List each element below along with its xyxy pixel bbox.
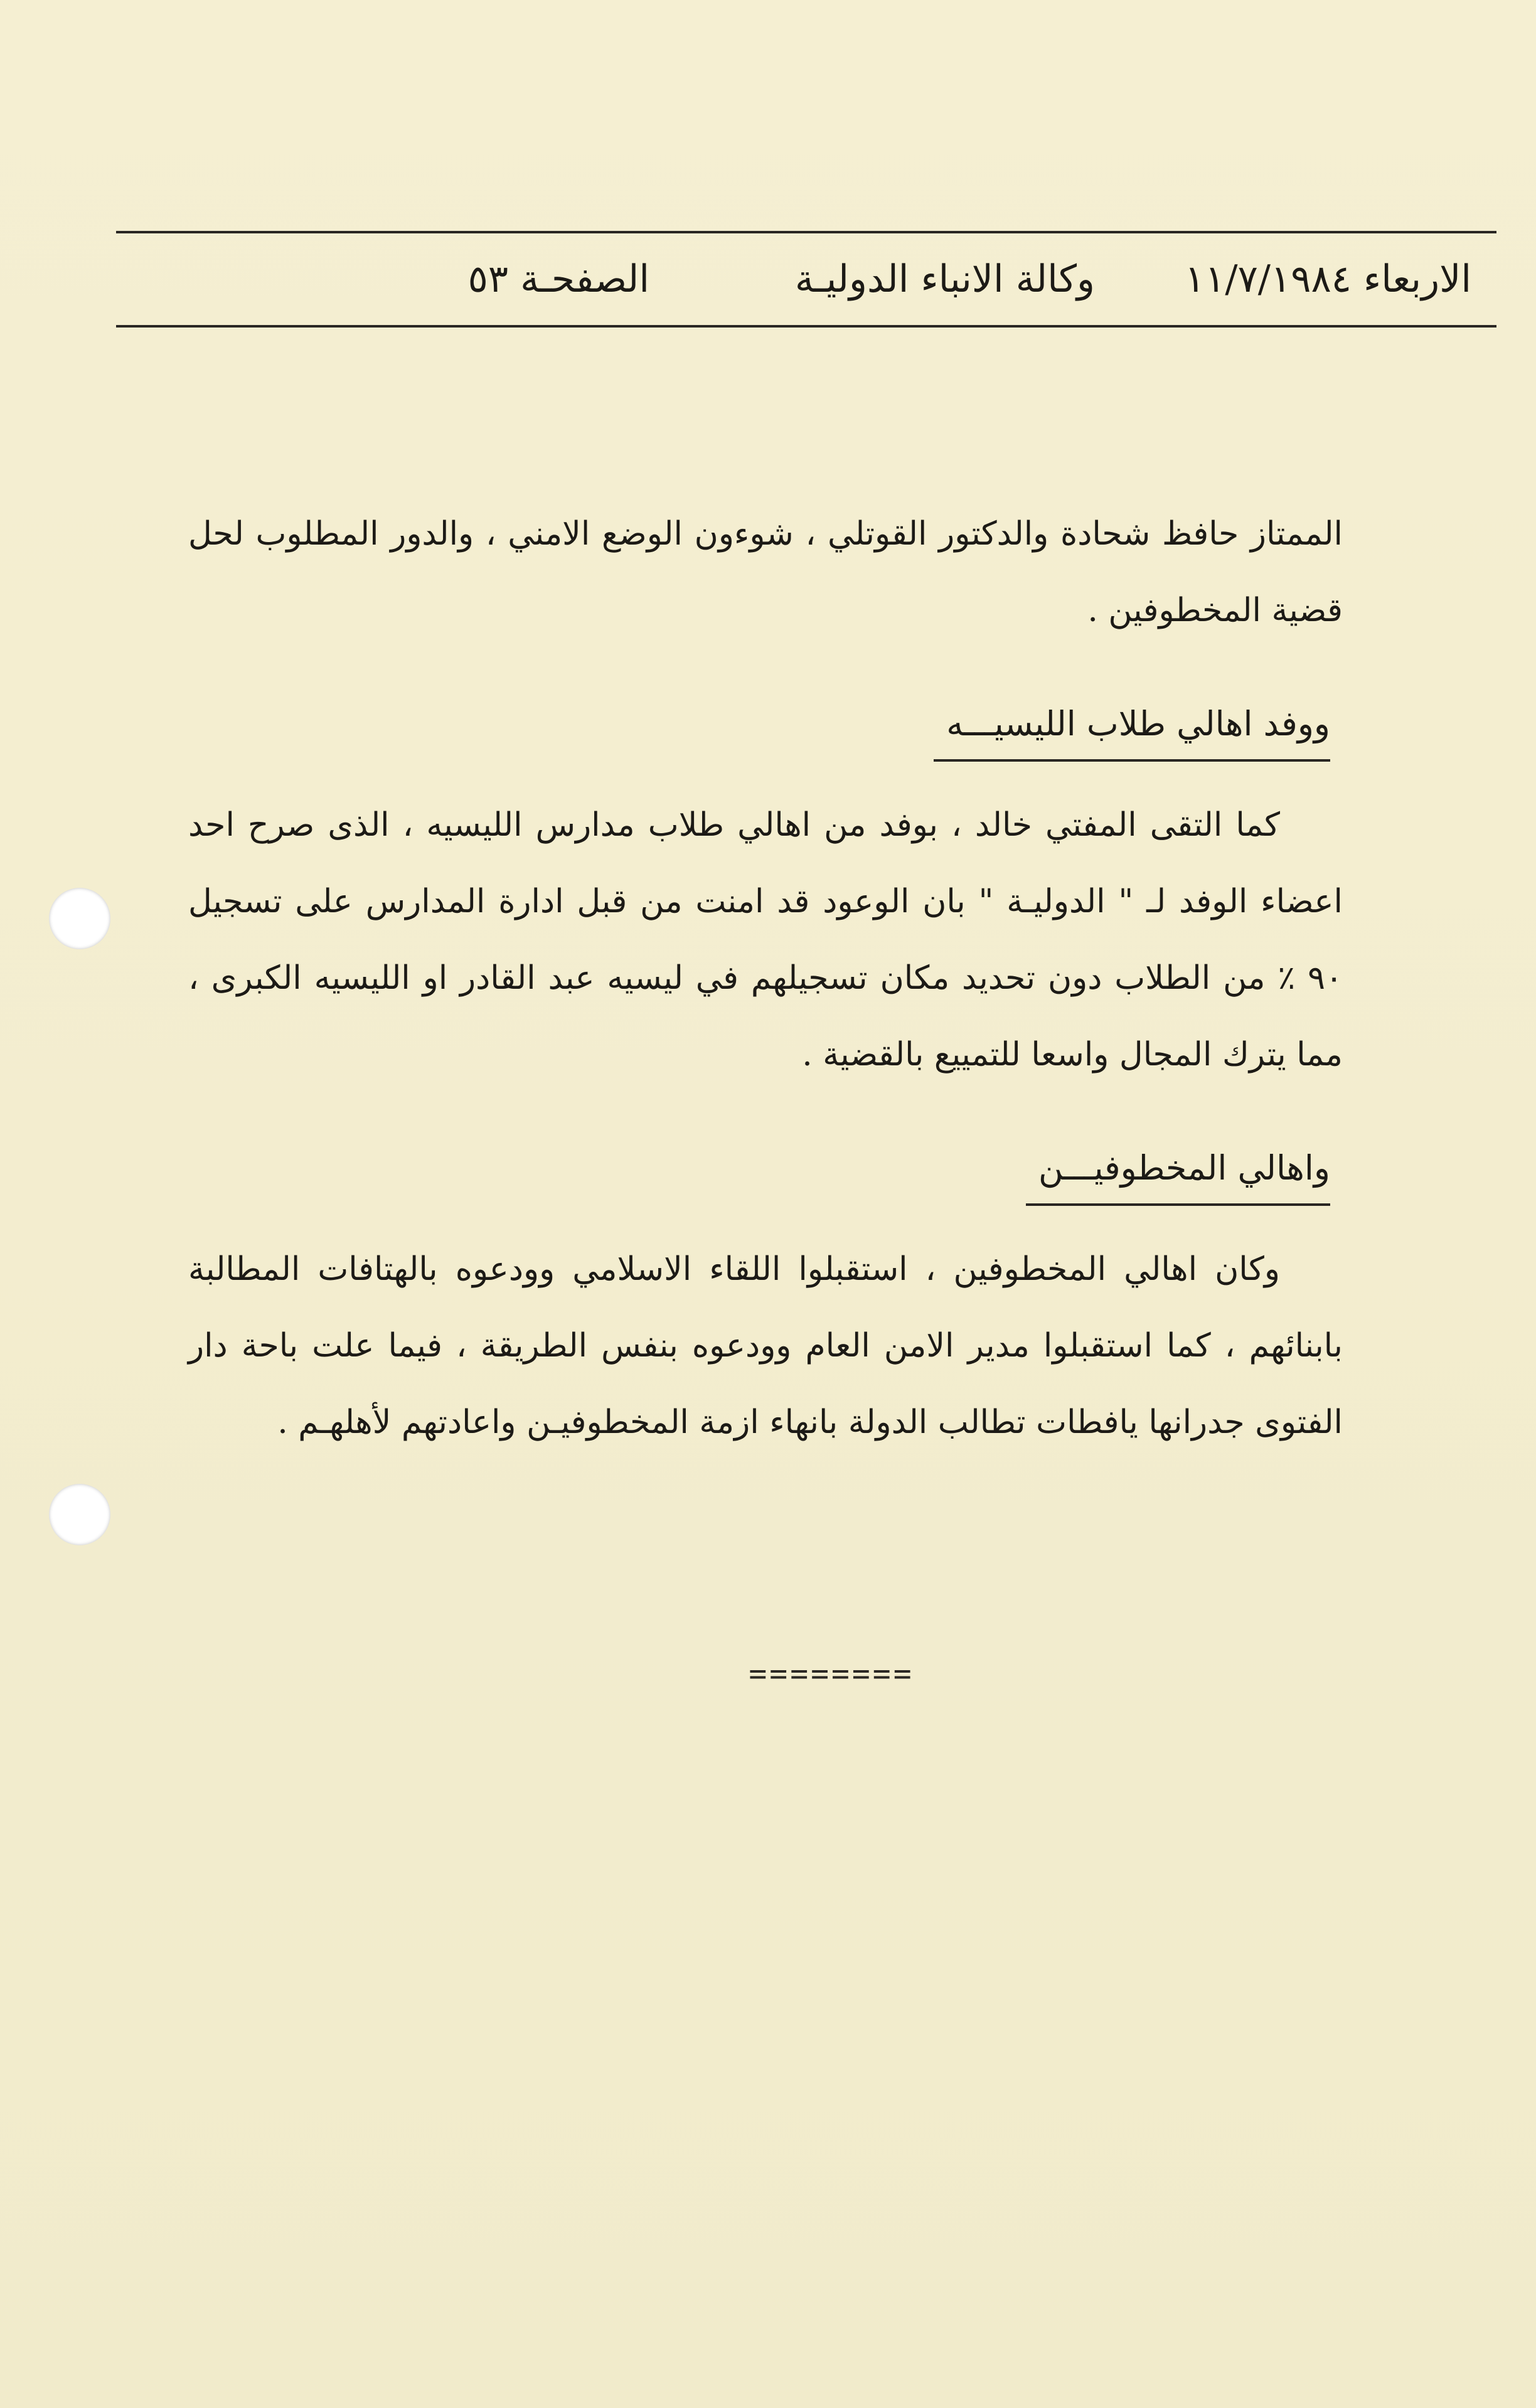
section-heading-kidnapped: واهالي المخطوفيـــن xyxy=(1026,1137,1330,1206)
punch-hole xyxy=(49,888,110,949)
page-header xyxy=(116,248,1496,311)
header-top-rule xyxy=(116,231,1496,233)
header-page-number: الصفحـة ٥٣ xyxy=(467,257,649,301)
section-paragraph-lycee: كما التقى المفتي خالد ، بوفد من اهالي طلاب مدارس الليسيه ، الذى صرح احد اعضاء الوفد لـ " الدوليـة " بان الوعود قد امنت من قبل ادارة المدارس على تسجيل ٩٠ ٪ من الطلاب دون تحديد مكان تسجيلهم في ليسيه عبد القادر او الليسيه الكبرى ، مما يترك المجال واسعا للتمييع بالقضية . xyxy=(188,806,1343,1073)
end-of-text-mark: ======== xyxy=(749,1656,914,1691)
intro-paragraph: الممتاز حافظ شحادة والدكتور القوتلي ، شوءون الوضع الامني ، والدور المطلوب لحل قضية المخطوفين . xyxy=(188,515,1343,629)
punch-hole xyxy=(49,1484,110,1545)
header-bottom-rule xyxy=(116,325,1496,328)
section-heading-lycee: ووفد اهالي طلاب الليسيـــه xyxy=(934,693,1330,762)
section-heading-wrap xyxy=(188,1137,1343,1206)
document-body xyxy=(188,496,1343,1461)
section-heading-wrap xyxy=(188,693,1343,762)
header-date: الاربعاء ١١/٧/١٩٨٤ xyxy=(1184,257,1471,301)
section-paragraph-kidnapped: وكان اهالي المخطوفين ، استقبلوا اللقاء الاسلامي وودعوه بالهتافات المطالبة بابنائهم ، كما استقبلوا مدير الامن العام وودعوه بنفس الطريقة ، فيما علت باحة دار الفتوى جدرانها يافطات تطالب الدولة بانهاء ازمة المخطوفيـن واعادتهم لأهلهـم . xyxy=(188,1250,1343,1441)
header-agency: وكالة الانباء الدوليـة xyxy=(794,257,1095,301)
